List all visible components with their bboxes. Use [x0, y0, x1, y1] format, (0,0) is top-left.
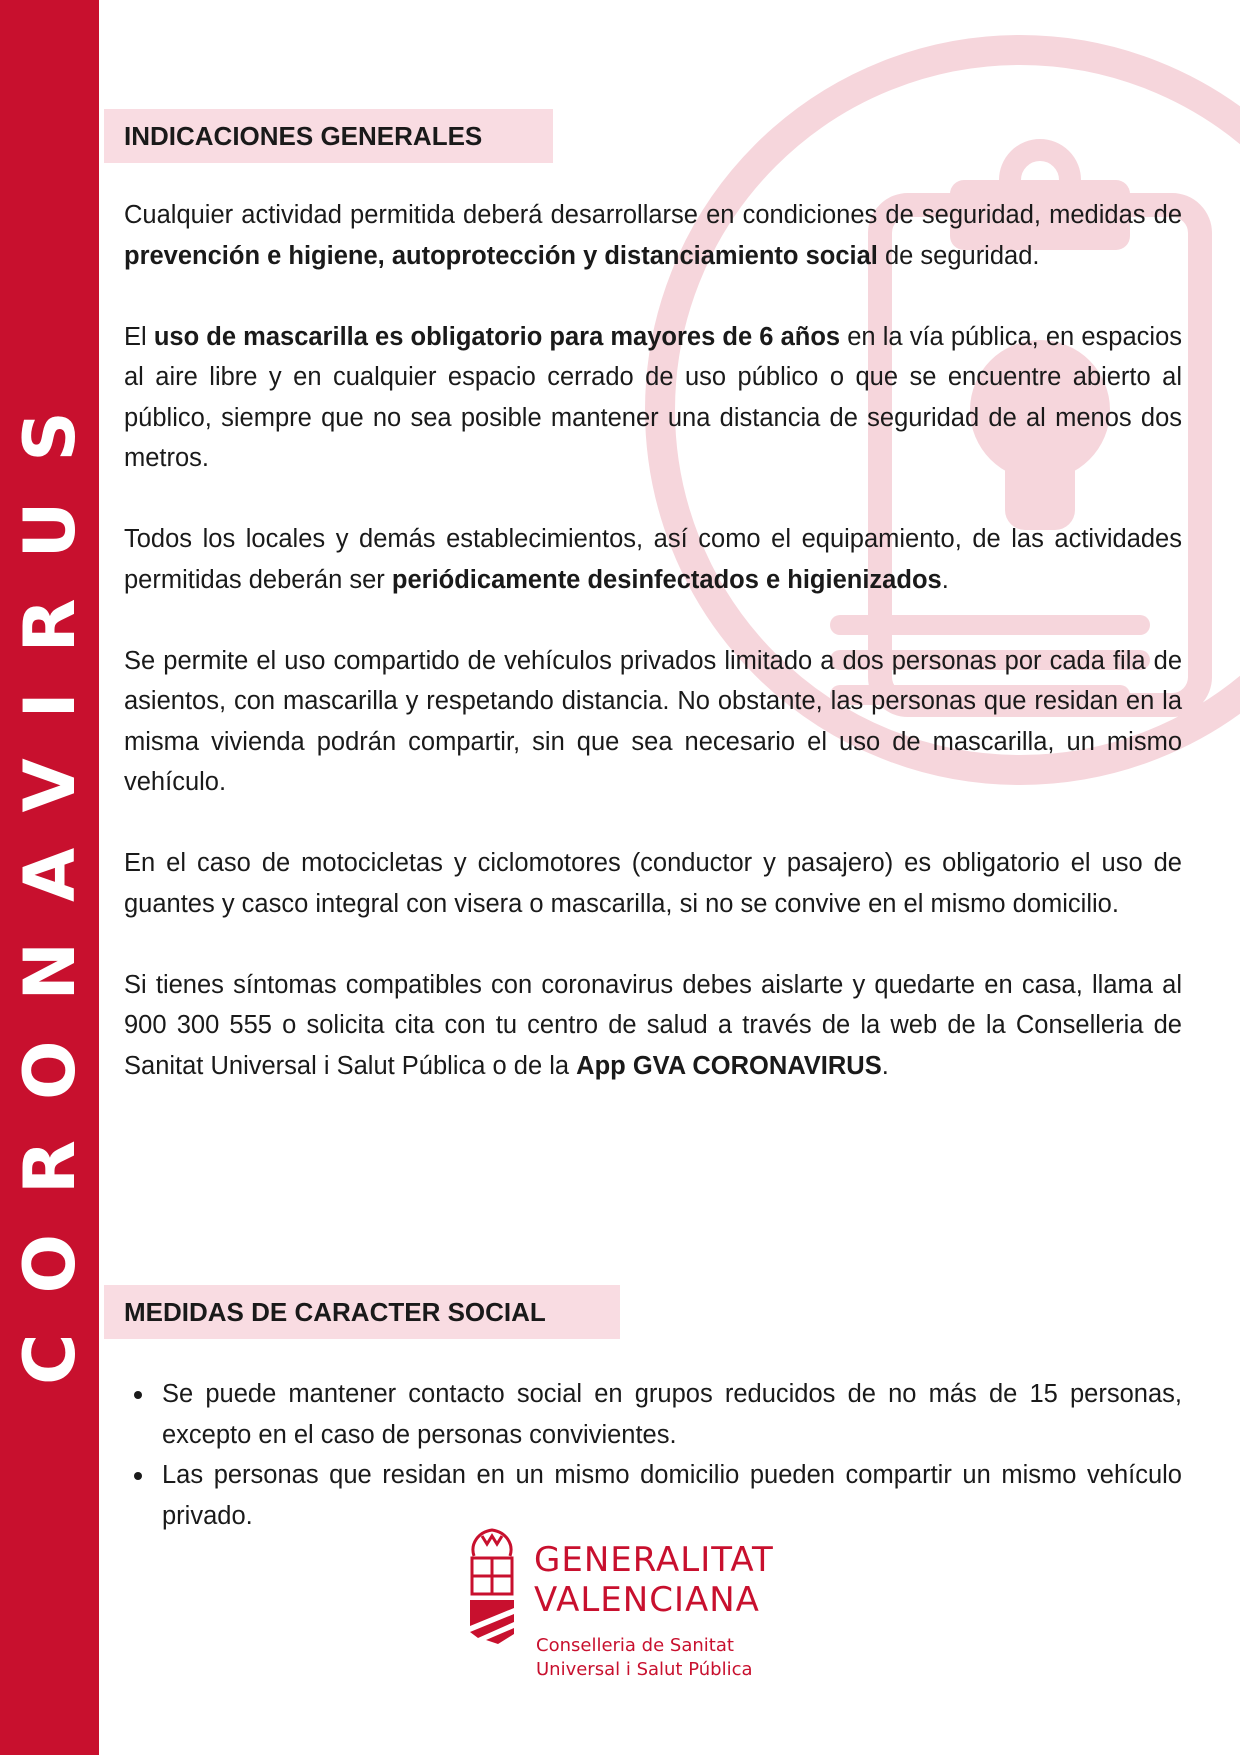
- list-item: Las personas que residan en un mismo domicilio pueden compartir un mismo vehículo privado.: [124, 1455, 1182, 1536]
- paragraph: Si tienes síntomas compatibles con coronavirus debes aislarte y quedarte en casa, llama al 900 300 555 o solicita cita con tu centro de salud a través de la web de la Conselleria de Sanitat Universal i Salut Pública o de la App GVA CORONAVIRUS.: [124, 970, 1182, 1080]
- coat-of-arms-icon: [462, 1526, 522, 1646]
- paragraph: En el caso de motocicletas y ciclomotores (conductor y pasajero) es obligatorio el uso de guantes y casco integral con visera o mascarilla, si no se convive en el mismo domicilio.: [124, 849, 1182, 918]
- paragraph: Se permite el uso compartido de vehículos privados limitado a dos personas por cada fila de asientos, con mascarilla y respetando distancia. No obstante, las personas que residan en la misma vivienda podrán compartir, sin que sea necesario el uso de mascarilla, un mismo vehículo.: [124, 646, 1182, 796]
- section-heading-general: INDICACIONES GENERALES: [104, 109, 553, 163]
- sidebar-label: CORONAVIRUS: [8, 370, 91, 1385]
- main-content: [124, 195, 1182, 1127]
- section-heading-social: MEDIDAS DE CARACTER SOCIAL: [104, 1285, 620, 1339]
- social-measures-list: [124, 1374, 1182, 1536]
- generalitat-logo: [462, 1526, 792, 1686]
- paragraph: Todos los locales y demás establecimientos, así como el equipamiento, de las actividades permitidas deberán ser periódicamente desinfectados e higienizados.: [124, 525, 1182, 594]
- logo-name-line1: GENERALITAT: [534, 1540, 774, 1580]
- logo-department-line1: Conselleria de Sanitat: [536, 1635, 734, 1656]
- list-item: Se puede mantener contacto social en grupos reducidos de no más de 15 personas, excepto en el caso de personas convivientes.: [124, 1374, 1182, 1455]
- paragraph: Cualquier actividad permitida deberá desarrollarse en condiciones de seguridad, medidas de prevención e higiene, autoprotección y distanciamiento social de seguridad.: [124, 201, 1182, 270]
- logo-department-line2: Universal i Salut Pública: [536, 1659, 753, 1680]
- sidebar-banner: [0, 0, 99, 1755]
- logo-name-line2: VALENCIANA: [534, 1580, 760, 1620]
- paragraph: El uso de mascarilla es obligatorio para mayores de 6 años en la vía pública, en espacios al aire libre y en cualquier espacio cerrado de uso público o que se encuentre abierto al público, siempre que no sea posible mantener una distancia de seguridad de al menos dos metros.: [124, 322, 1183, 472]
